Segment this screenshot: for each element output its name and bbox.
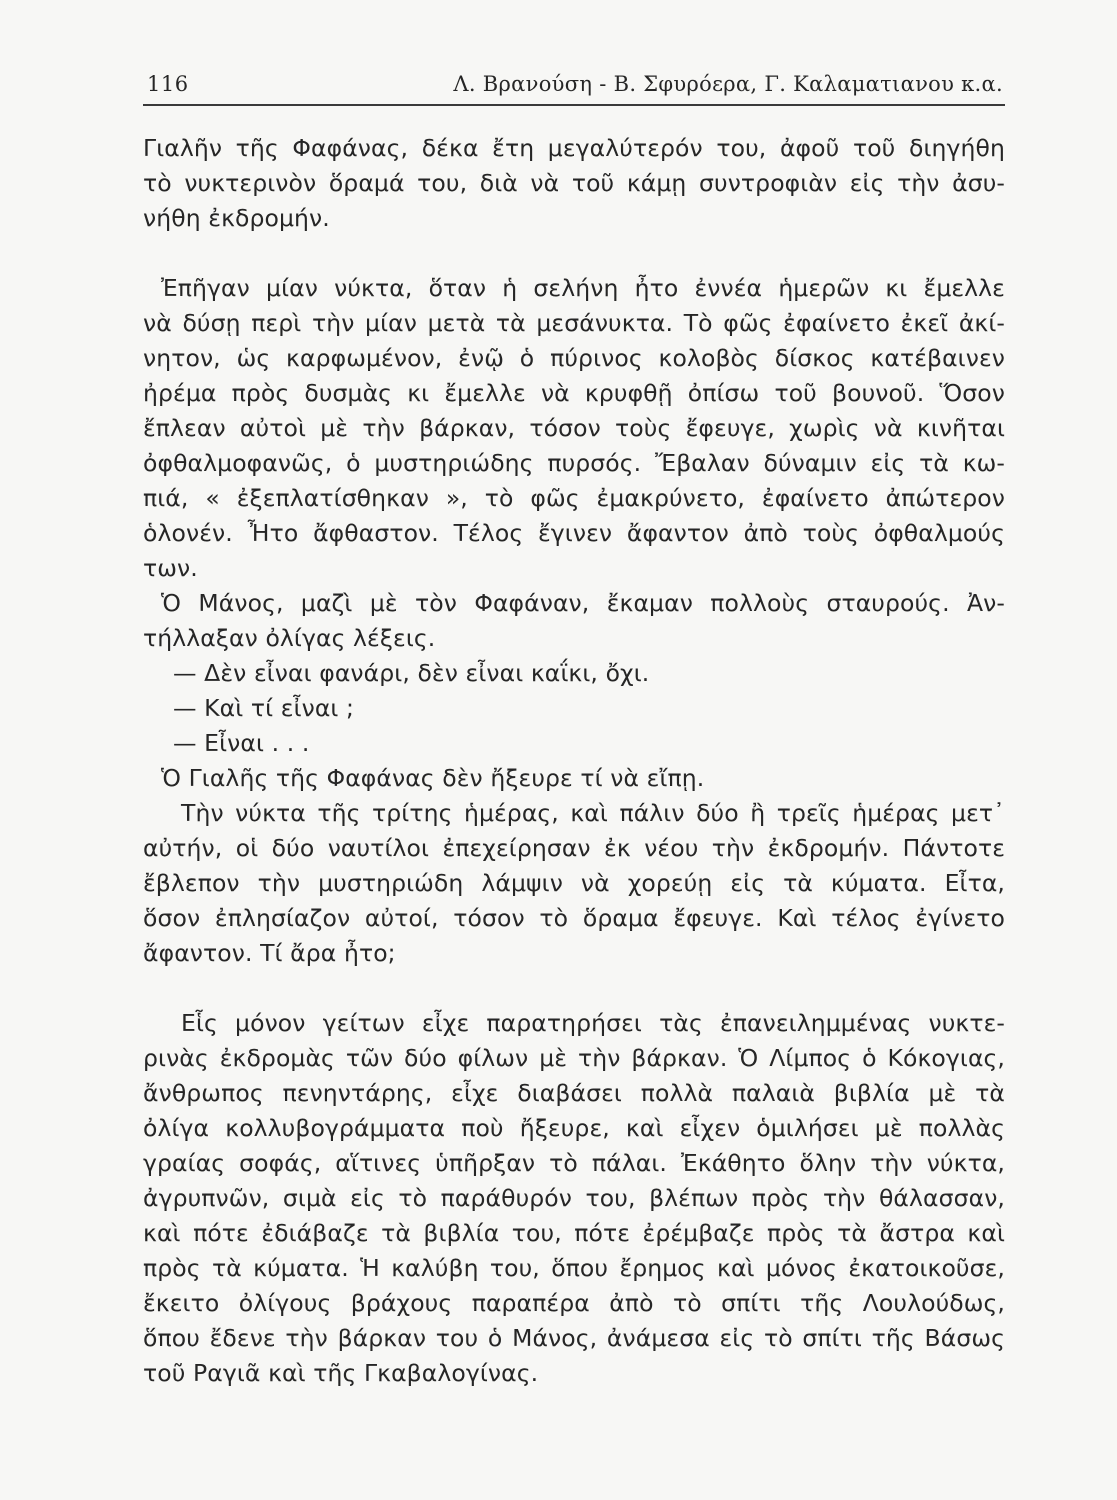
text-line: ἔπλεαν αὐτοὶ μὲ τὴν βάρκαν, τόσον τοὺς ἔφευγε, χωρὶς νὰ κινῆται	[143, 414, 1005, 442]
text-line: ἔκειτο ὀλίγους βράχους παραπέρα ἀπὸ τὸ σπίτι τῆς Λουλούδως,	[143, 1289, 1005, 1317]
text-line: ὀφθαλμοφανῶς, ὁ μυστηριώδης πυρσός. Ἔβαλαν δύναμιν εἰς τὰ κω-	[143, 449, 1005, 477]
text-line: ἔβλεπον τὴν μυστηριώδη λάμψιν νὰ χορεύῃ εἰς τὰ κύματα. Εἶτα,	[143, 869, 1005, 897]
text-line: ὀλίγα κολλυβογράμματα ποὺ ἤξευρε, καὶ εἶχεν ὁμιλήσει μὲ πολλὰς	[143, 1114, 1005, 1142]
text-line: τοῦ Ραγιᾶ καὶ τῆς Γκαβαλογίνας.	[143, 1359, 539, 1387]
dialogue-line: — Δὲν εἶναι φανάρι, δὲν εἶναι καΐκι, ὄχι.	[173, 659, 650, 687]
text-line: πιά, « ἐξεπλατίσθηκαν », τὸ φῶς ἐμακρύνετο, ἐφαίνετο ἀπώτερον	[143, 484, 1005, 512]
text-line: Εἷς μόνον γείτων εἶχε παρατηρήσει τὰς ἐπανειλημμένας νυκτε-	[181, 1009, 1005, 1037]
text-line: πρὸς τὰ κύματα. Ἡ καλύβη του, ὅπου ἔρημος καὶ μόνος ἐκατοικοῦσε,	[143, 1254, 1005, 1282]
text-line: Ὁ Μάνος, μαζὶ μὲ τὸν Φαφάναν, ἔκαμαν πολλοὺς σταυρούς. Ἀν-	[161, 589, 1005, 617]
text-line: ἄφαντον. Τί ἄρα ἦτο;	[143, 939, 396, 967]
text-line: ἠρέμα πρὸς δυσμὰς κι ἔμελλε νὰ κρυφθῇ ὀπίσω τοῦ βουνοῦ. Ὅσον	[143, 379, 1005, 407]
text-line: νήθη ἐκδρομήν.	[143, 204, 330, 232]
running-head: Λ. Βρανούση - Β. Σφυρόερα, Γ. Καλαματιανου κ.α.	[453, 72, 1003, 96]
text-line: Γιαλῆν τῆς Φαφάνας, δέκα ἔτη μεγαλύτερόν του, ἀφοῦ τοῦ διηγήθη	[143, 134, 1005, 162]
text-line: ὁλονέν. Ἦτο ἄφθαστον. Τέλος ἔγινεν ἄφαντον ἀπὸ τοὺς ὀφθαλμούς	[143, 519, 1005, 547]
text-line: τὸ νυκτερινὸν ὅραμά του, διὰ νὰ τοῦ κάμῃ συντροφιὰν εἰς τὴν ἀσυ-	[143, 169, 1005, 197]
text-line: ὅπου ἔδενε τὴν βάρκαν του ὁ Μάνος, ἀνάμεσα εἰς τὸ σπίτι τῆς Βάσως	[143, 1324, 1005, 1352]
text-line: των.	[143, 554, 198, 582]
text-line: ἀγρυπνῶν, σιμὰ εἰς τὸ παράθυρόν του, βλέπων πρὸς τὴν θάλασσαν,	[143, 1184, 1005, 1212]
page-number: 116	[147, 72, 189, 96]
paragraph-gap	[143, 236, 1005, 271]
text-line: νητον, ὡς καρφωμένον, ἐνῷ ὁ πύρινος κολοβὸς δίσκος κατέβαινεν	[143, 344, 1005, 372]
text-line: νὰ δύσῃ περὶ τὴν μίαν μετὰ τὰ μεσάνυκτα. Τὸ φῶς ἐφαίνετο ἐκεῖ ἀκί-	[143, 309, 1005, 337]
paragraph-gap	[143, 971, 1005, 1006]
text-line: Ἐπῆγαν μίαν νύκτα, ὅταν ἡ σελήνη ἦτο ἐννέα ἡμερῶν κι ἔμελλε	[161, 274, 1005, 302]
text-line: ὅσον ἐπλησίαζον αὐτοί, τόσον τὸ ὅραμα ἔφευγε. Καὶ τέλος ἐγίνετο	[143, 904, 1005, 932]
text-line: αὐτήν, οἱ δύο ναυτίλοι ἐπεχείρησαν ἐκ νέου τὴν ἐκδρομήν. Πάντοτε	[143, 834, 1005, 862]
text-line: γραίας σοφάς, αἵτινες ὑπῆρξαν τὸ πάλαι. Ἐκάθητο ὅλην τὴν νύκτα,	[143, 1149, 1005, 1177]
text-line: Τὴν νύκτα τῆς τρίτης ἡμέρας, καὶ πάλιν δύο ἢ τρεῖς ἡμέρας μετ᾽	[181, 799, 1005, 827]
body-text	[143, 131, 1005, 1391]
text-line: τήλλαξαν ὀλίγας λέξεις.	[143, 624, 436, 652]
dialogue-line: — Καὶ τί εἶναι ;	[173, 694, 355, 722]
text-line: Ὁ Γιαλῆς τῆς Φαφάνας δὲν ἤξευρε τί νὰ εἴπῃ.	[161, 764, 705, 792]
text-line: καὶ πότε ἐδιάβαζε τὰ βιβλία του, πότε ἐρέμβαζε πρὸς τὰ ἄστρα καὶ	[143, 1219, 1005, 1247]
text-line: ἄνθρωπος πενηντάρης, εἶχε διαβάσει πολλὰ παλαιὰ βιβλία μὲ τὰ	[143, 1079, 1005, 1107]
dialogue-line: — Εἶναι . . .	[173, 729, 310, 757]
text-line: ρινὰς ἐκδρομὰς τῶν δύο φίλων μὲ τὴν βάρκαν. Ὁ Λίμπος ὁ Κόκογιας,	[143, 1044, 1005, 1072]
page-header	[143, 68, 1005, 106]
